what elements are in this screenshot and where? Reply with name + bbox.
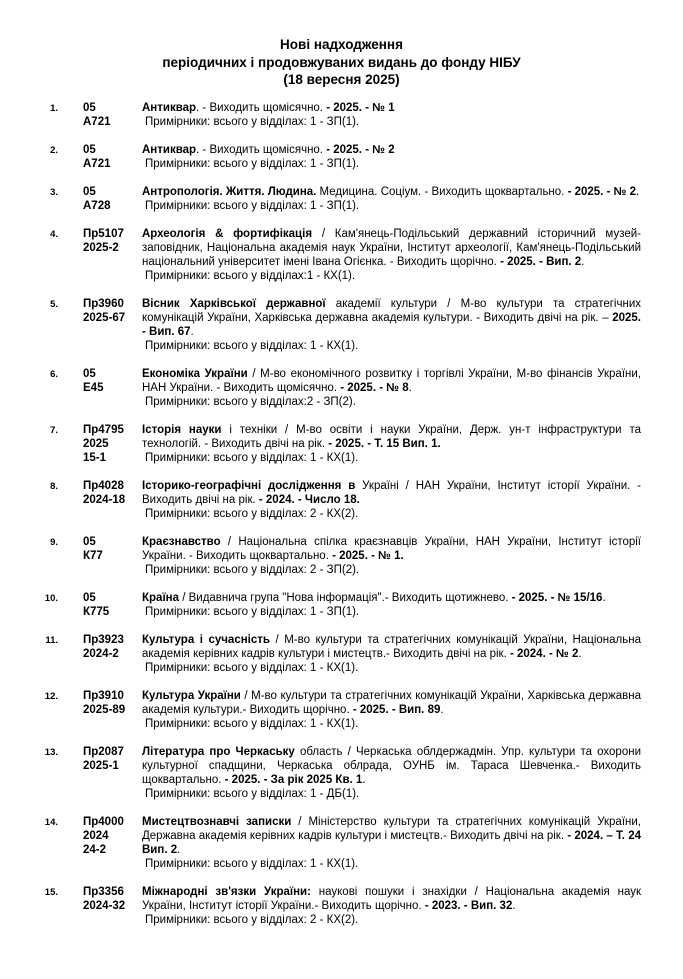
entry-body	[142, 367, 641, 409]
entry-description	[142, 815, 641, 857]
description-segment: Медицина. Соціум. - Виходить щоквартально.	[316, 185, 568, 198]
entry-body	[142, 101, 641, 129]
call-number-line: Пр2087	[83, 745, 124, 758]
entry-description	[142, 101, 641, 115]
description-segment: .	[408, 381, 412, 394]
description-bold-segment: Культура і сучасність	[142, 633, 270, 646]
description-bold-segment: Література про Черкаську	[142, 745, 295, 758]
entry-call-number	[83, 367, 142, 395]
description-bold-segment: - 2025. - № 1.	[332, 549, 404, 562]
entry-description	[142, 885, 641, 913]
entry-row	[15, 815, 641, 871]
description-bold-segment: Археологія & фортифікація	[142, 227, 313, 240]
description-bold-segment: - 2023. - Вип. 32	[424, 899, 513, 912]
description-bold-segment: - 2024. – Т. 24 Вип. 2	[142, 829, 641, 856]
entry-number: 12.	[44, 690, 58, 702]
entry-row	[15, 633, 641, 675]
entry-call-number	[83, 633, 142, 661]
entry-number: 7.	[50, 424, 58, 436]
entry-call-number	[83, 227, 142, 255]
call-number-line: 05	[83, 101, 96, 114]
call-number-line: Пр4028	[83, 479, 124, 492]
call-number-line: 2025	[83, 437, 109, 450]
entry-row	[15, 745, 641, 801]
description-bold-segment: - 2025. - № 8	[340, 381, 409, 394]
entry-copies: Примірники: всього у відділах: 1 - КХ(1).	[145, 717, 359, 730]
call-number-line: 2024-2	[83, 647, 119, 660]
entry-copies: Примірники: всього у відділах: 1 - КХ(1).	[145, 857, 359, 870]
description-bold-segment: Вісник Харківської державної	[142, 297, 326, 310]
entry-description	[142, 297, 641, 339]
entry-number: 14.	[44, 816, 58, 828]
entry-row	[15, 423, 641, 465]
call-number-line: Пр4000	[83, 815, 124, 828]
call-number-line: Пр3356	[83, 885, 124, 898]
call-number-line: Пр3923	[83, 633, 124, 646]
description-segment: область / Черкаська облдержадмін. Упр. культури та охорони культурної спадщини, Черкаська облрада, ОУНБ ім. Тараса Шевченка.- Виходить щоквартально.	[142, 745, 641, 786]
call-number-line: 15-1	[83, 451, 107, 464]
entry-row	[15, 367, 641, 409]
entry-row	[15, 689, 641, 731]
entries-list	[15, 101, 641, 927]
description-segment: / Національна спілка краєзнавців України, НАН України, Інститут історії України. - Виходить щоквартально.	[142, 535, 641, 562]
description-bold-segment: Країна	[142, 591, 180, 604]
entry-body	[142, 815, 641, 871]
entry-row	[15, 297, 641, 353]
call-number-line: Пр3960	[83, 297, 124, 310]
entry-call-number	[83, 143, 142, 171]
description-segment: / Міністерство культури та стратегічних комунікацій України, Державна академія керівних кадрів культури і мистецтв.- Виходить двічі на рік.	[142, 815, 641, 842]
description-segment: .	[636, 185, 640, 198]
entry-description	[142, 185, 641, 199]
entry-copies: Примірники: всього у відділах: 1 - КХ(1).	[145, 339, 359, 352]
entry-copies: Примірники: всього у відділах: 1 - ЗП(1).	[145, 605, 360, 618]
entry-body	[142, 297, 641, 353]
entry-row	[15, 185, 641, 213]
call-number-line: 2025-2	[83, 241, 119, 254]
entry-description	[142, 633, 641, 661]
entry-number: 5.	[50, 298, 58, 310]
entry-call-number	[83, 101, 142, 129]
description-segment: наукові пошуки і знахідки / Національна академія наук України, Інститут історії України.- Виходить щорічно.	[142, 885, 641, 912]
entry-call-number	[83, 591, 142, 619]
entry-call-number	[83, 185, 142, 213]
entry-row	[15, 535, 641, 577]
entry-body	[142, 479, 641, 521]
call-number-line: 2025-67	[83, 311, 126, 324]
description-segment: і техніки / М-во освіти і науки України, Держ. ун-т інфраструктури та технологій. - Виходить двічі на рік.	[142, 423, 641, 450]
description-bold-segment: - 2025. - № 15/16	[511, 591, 603, 604]
entry-call-number	[83, 689, 142, 717]
entry-body	[142, 185, 641, 213]
entry-call-number	[83, 479, 142, 507]
call-number-line: Е45	[83, 381, 104, 394]
entry-description	[142, 143, 641, 157]
entry-number: 15.	[44, 886, 58, 898]
entry-description	[142, 591, 641, 605]
entry-copies: Примірники: всього у відділах:2 - ЗП(2).	[145, 395, 356, 408]
entry-number: 13.	[44, 746, 58, 758]
entry-call-number	[83, 297, 142, 325]
call-number-line: 05	[83, 535, 96, 548]
description-segment: . - Виходить щомісячно.	[196, 143, 327, 156]
description-segment: .	[602, 591, 606, 604]
call-number-line: 05	[83, 367, 96, 380]
description-segment: / М-во культури та стратегічних комунікацій України, Харківська державна академія культури.- Виходить щорічно.	[142, 689, 641, 716]
entry-body	[142, 143, 641, 171]
call-number-line: 2024-32	[83, 899, 126, 912]
call-number-line: 2024	[83, 829, 109, 842]
description-bold-segment: Міжнародні зв'язки України:	[142, 885, 311, 898]
entry-copies: Примірники: всього у відділах: 1 - ЗП(1).	[145, 115, 360, 128]
entry-row	[15, 227, 641, 283]
description-bold-segment: - 2025. - № 2	[567, 185, 637, 198]
description-bold-segment: - 2024. - Число 18.	[258, 493, 360, 506]
description-bold-segment: Антропологія. Життя. Людина.	[142, 185, 317, 198]
description-segment: .	[512, 899, 516, 912]
call-number-line: 2025-1	[83, 759, 119, 772]
entry-number: 10.	[44, 592, 58, 604]
entry-number: 11.	[45, 634, 58, 646]
entry-body	[142, 423, 641, 465]
title-line-1: Нові надходження	[280, 37, 403, 52]
description-bold-segment: 2025. - Вип. 67	[142, 311, 641, 338]
entry-description	[142, 479, 641, 507]
description-bold-segment: Мистецтвознавчі записки	[142, 815, 292, 828]
description-bold-segment: Антиквар	[142, 101, 197, 114]
description-bold-segment: - 2024. - № 2	[509, 647, 579, 660]
call-number-line: Пр4795	[83, 423, 124, 436]
entry-number: 4.	[50, 228, 58, 240]
call-number-line: А721	[83, 115, 111, 128]
description-segment: Україні / НАН України, Інститут історії України. - Виходить двічі на рік.	[142, 479, 641, 506]
entry-copies: Примірники: всього у відділах: 1 - ЗП(1).	[145, 199, 360, 212]
entry-description	[142, 367, 641, 395]
description-segment: .	[578, 647, 582, 660]
entry-body	[142, 689, 641, 731]
description-segment: / Кам'янець-Подільський державний історичний музей-заповідник, Національна академія наук України, Інститут археології, Кам'янець-Подільський національний університет імені Івана Огієнка. - Виходить щорічно.	[142, 227, 641, 268]
description-bold-segment: Антиквар	[142, 143, 197, 156]
description-segment: .	[440, 703, 444, 716]
entry-row	[15, 101, 641, 129]
entry-body	[142, 591, 641, 619]
call-number-line: А728	[83, 199, 111, 212]
entry-copies: Примірники: всього у відділах: 2 - ЗП(2).	[145, 563, 360, 576]
description-bold-segment: - 2025. - Вип. 89	[352, 703, 441, 716]
call-number-line: К77	[83, 549, 103, 562]
entry-body	[142, 535, 641, 577]
call-number-line: А721	[83, 157, 111, 170]
description-segment: / М-во культури та стратегічних комунікацій України, Національна академія керівних кадрів культури і мистецтв.- Виходить двічі на рік.	[142, 633, 641, 660]
entry-row	[15, 479, 641, 521]
description-bold-segment: Краєзнавство	[142, 535, 221, 548]
call-number-line: 05	[83, 185, 96, 198]
description-bold-segment: Економіка України	[142, 367, 248, 380]
entry-row	[15, 885, 641, 927]
description-bold-segment: - 2025. - № 1	[326, 101, 395, 114]
call-number-line: Пр5107	[83, 227, 124, 240]
description-segment: / М-во економічного розвитку і торгівлі України, М-во фінансів України, НАН України. - Виходить щомісячно.	[142, 367, 641, 394]
entry-number: 3.	[50, 186, 58, 198]
call-number-line: 05	[83, 143, 96, 156]
call-number-line: 2024-18	[83, 493, 126, 506]
entry-copies: Примірники: всього у відділах:1 - КХ(1).	[145, 269, 356, 282]
description-bold-segment: - 2025. - № 2	[326, 143, 395, 156]
entry-number: 6.	[50, 368, 58, 380]
entry-copies: Примірники: всього у відділах: 1 - ЗП(1).	[145, 157, 360, 170]
entry-call-number	[83, 815, 142, 857]
entry-call-number	[83, 885, 142, 913]
description-bold-segment: - 2025. - Т. 15 Вип. 1.	[328, 437, 441, 450]
description-bold-segment: - 2025. - Вип. 2	[500, 255, 582, 268]
description-segment: академії культури / М-во культури та стратегічних комунікацій України, Харківська державна академія культури. - Виходить двічі на рік. –	[142, 297, 641, 324]
entry-description	[142, 227, 641, 269]
entry-number: 9.	[50, 536, 58, 548]
entry-call-number	[83, 535, 142, 563]
entry-copies: Примірники: всього у відділах: 2 - КХ(2).	[145, 507, 359, 520]
description-bold-segment: - 2025. - За рік 2025 Кв. 1	[224, 773, 363, 786]
entry-description	[142, 423, 641, 451]
call-number-line: К775	[83, 605, 110, 618]
entry-call-number	[83, 423, 142, 465]
entry-call-number	[83, 745, 142, 773]
entry-body	[142, 745, 641, 801]
description-bold-segment: Культура України	[142, 689, 241, 702]
entry-description	[142, 745, 641, 787]
entry-number: 2.	[50, 144, 58, 156]
entry-number: 8.	[50, 480, 58, 492]
title-line-3: (18 вересня 2025)	[283, 72, 400, 87]
call-number-line: 05	[83, 591, 96, 604]
entry-copies: Примірники: всього у відділах: 2 - КХ(2).	[145, 913, 359, 926]
entry-copies: Примірники: всього у відділах: 1 - КХ(1).	[145, 661, 359, 674]
entry-copies: Примірники: всього у відділах: 1 - КХ(1).	[145, 451, 359, 464]
description-segment: .	[177, 843, 181, 856]
entry-description	[142, 689, 641, 717]
entry-row	[15, 143, 641, 171]
entry-number: 1.	[50, 102, 58, 114]
entry-body	[142, 885, 641, 927]
call-number-line: 24-2	[83, 843, 107, 856]
title-line-2: періодичних і продовжуваних видань до фонду НІБУ	[162, 54, 521, 70]
document-title	[15, 36, 641, 89]
description-segment: . - Виходить щомісячно.	[196, 101, 327, 114]
description-segment: .	[190, 325, 194, 338]
entry-body	[142, 633, 641, 675]
description-segment: / Видавнича група "Нова інформація".- Виходить щотижнево.	[179, 591, 512, 604]
description-segment: .	[581, 255, 585, 268]
entry-copies: Примірники: всього у відділах: 1 - ДБ(1).	[145, 787, 360, 800]
entry-description	[142, 535, 641, 563]
description-bold-segment: Історія науки	[142, 423, 222, 436]
description-bold-segment: Історико-географічні дослідження в	[142, 479, 356, 492]
entry-row	[15, 591, 641, 619]
call-number-line: 2025-89	[83, 703, 126, 716]
call-number-line: Пр3910	[83, 689, 124, 702]
entry-body	[142, 227, 641, 283]
description-segment: .	[362, 773, 366, 786]
